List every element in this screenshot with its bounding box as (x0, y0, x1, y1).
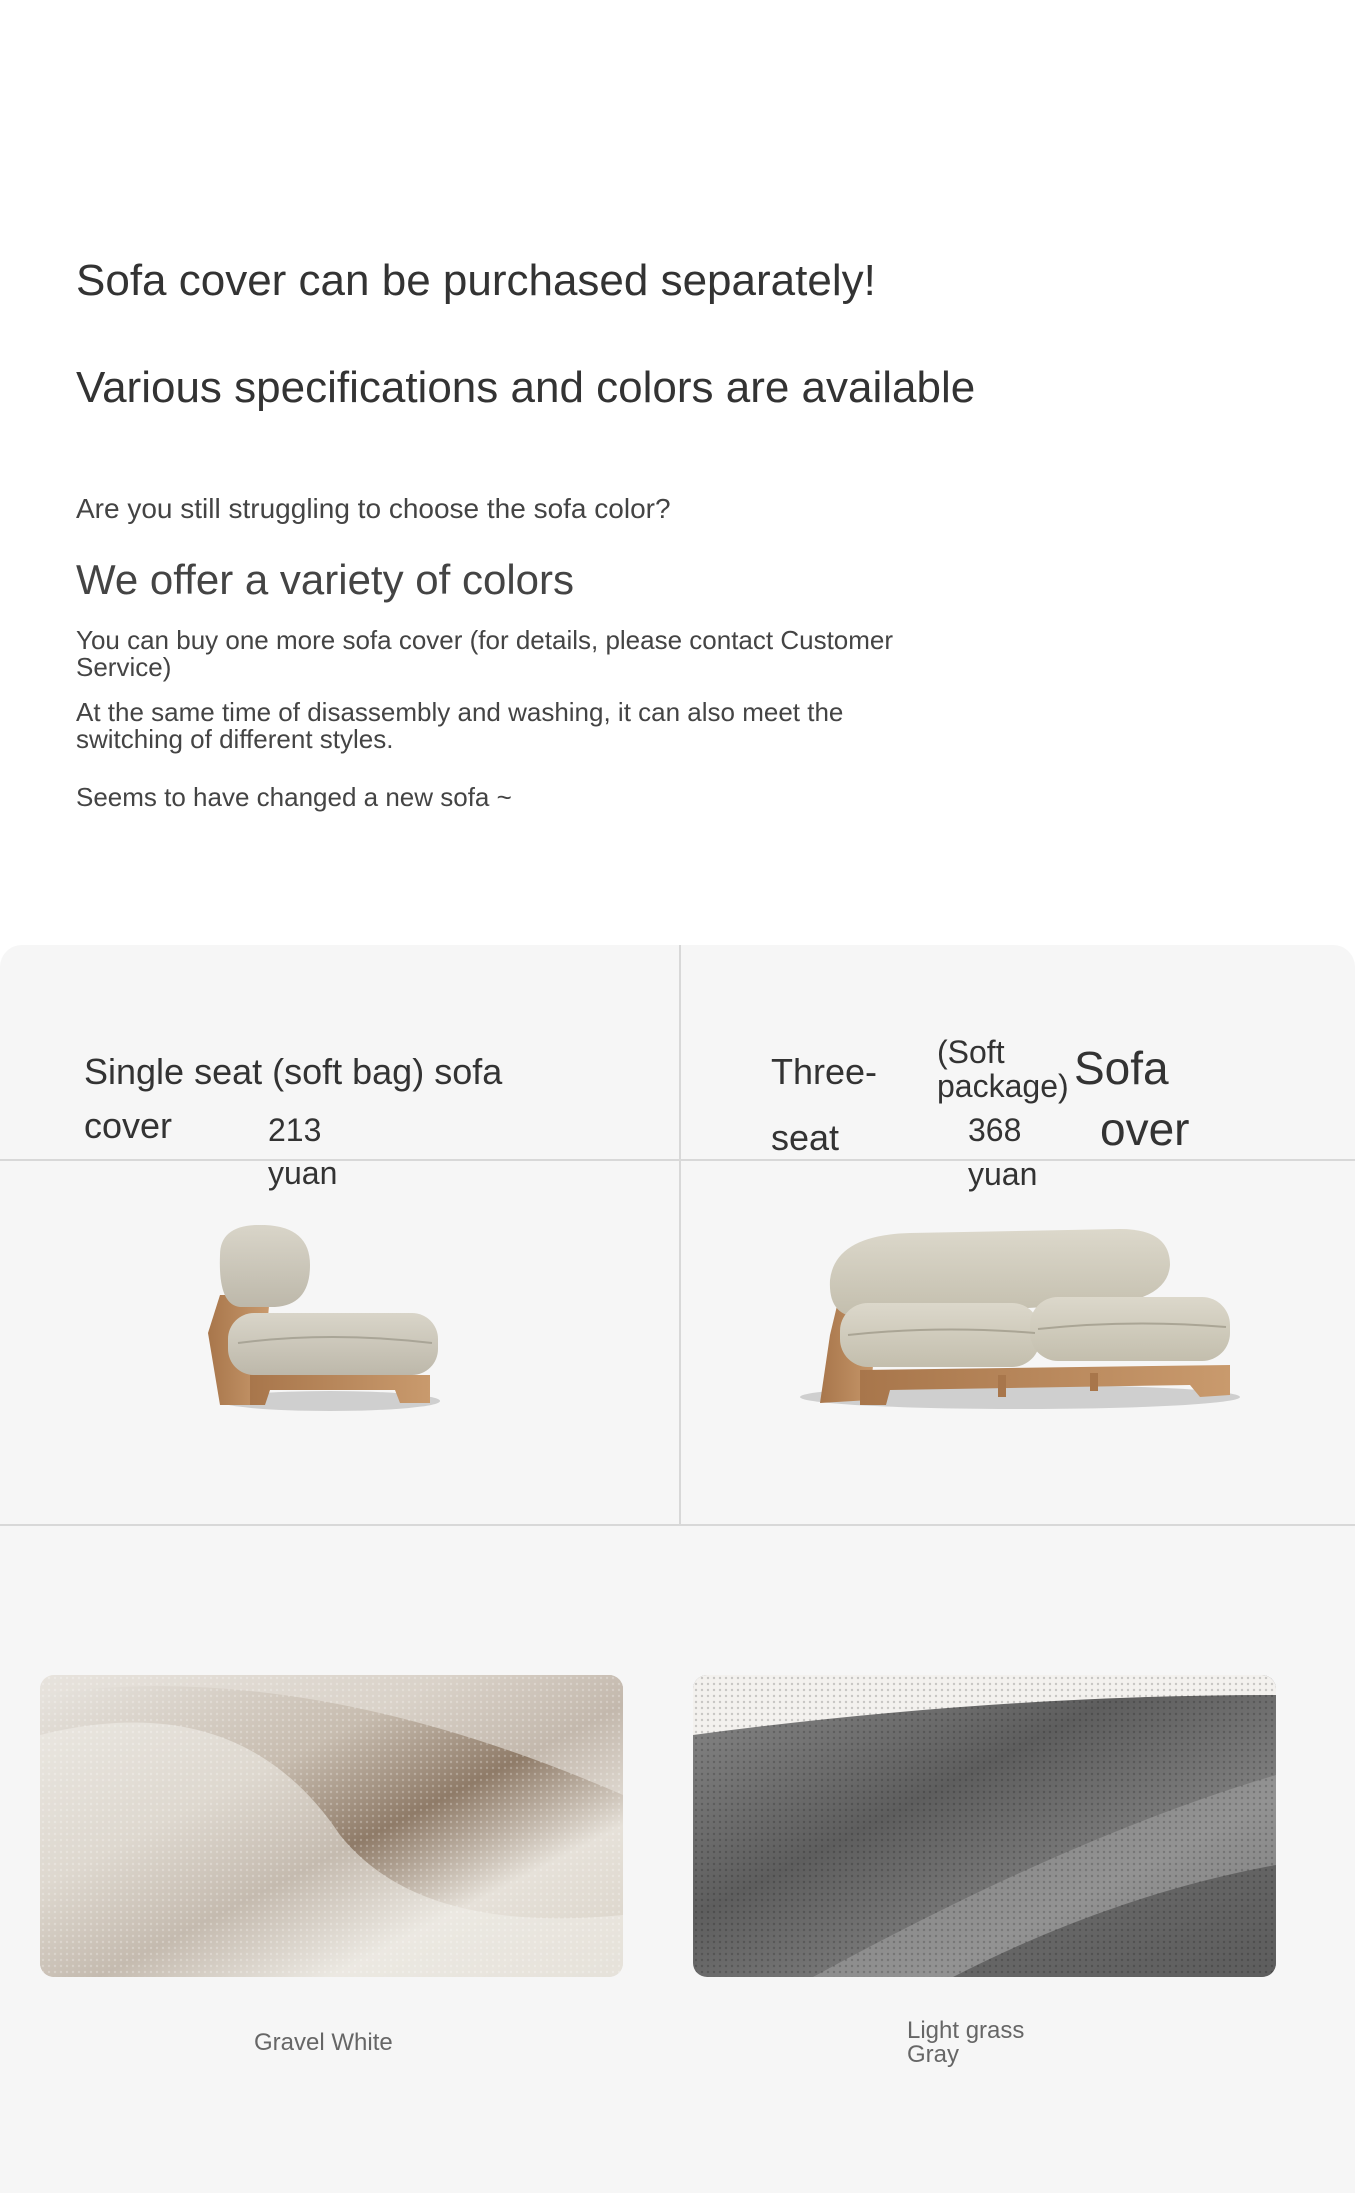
intro-question: Are you still struggling to choose the sofa color? (76, 493, 671, 524)
gravel-white-fabric-icon (40, 1675, 623, 1977)
fabric-swatch-image (693, 1675, 1276, 1977)
product-title-word-three: Three- (771, 1051, 878, 1092)
fabric-swatch-image (40, 1675, 623, 1977)
swatch-caption: Gravel White (254, 2029, 393, 2056)
row-divider-top (0, 1159, 1355, 1161)
product-price-unit: yuan (968, 1156, 1038, 1192)
product-title-word-sofa: Sofa (1074, 1042, 1169, 1094)
product-title-line2: cover (84, 1105, 173, 1146)
headline-specifications: Various specifications and colors are available (76, 363, 976, 412)
product-title-word-seat: seat (771, 1117, 840, 1158)
product-price-unit: yuan (268, 1155, 338, 1191)
intro-paragraph-new-sofa: Seems to have changed a new sofa ~ (76, 782, 512, 812)
intro-paragraph-washing: At the same time of disassembly and washing, it can also meet the switching of different styles. (76, 697, 844, 754)
product-title-paren-package: package) (937, 1068, 1069, 1104)
row-divider-bottom (0, 1524, 1355, 1526)
product-title-line1: Single seat (soft bag) sofa (84, 1051, 503, 1092)
three-seat-sofa-icon (790, 1225, 1250, 1415)
product-title-word-over: over (1100, 1103, 1190, 1155)
swatch-caption-line2: Gray (907, 2041, 960, 2068)
armchair-icon (180, 1225, 460, 1415)
swatch-caption-line1: Light grass (907, 2017, 1025, 2044)
product-price-value: 213 (268, 1112, 322, 1148)
intro-paragraph-contact: You can buy one more sofa cover (for details, please contact Customer Service) (76, 625, 894, 682)
intro-offer-heading: We offer a variety of colors (76, 556, 574, 603)
product-price-value: 368 (968, 1112, 1022, 1148)
product-title-paren-soft: (Soft (937, 1034, 1005, 1070)
headline-purchase-separately: Sofa cover can be purchased separately! (76, 256, 876, 305)
product-panel (0, 945, 1355, 2193)
column-divider (679, 945, 681, 1525)
light-grass-gray-fabric-icon (693, 1675, 1276, 1977)
